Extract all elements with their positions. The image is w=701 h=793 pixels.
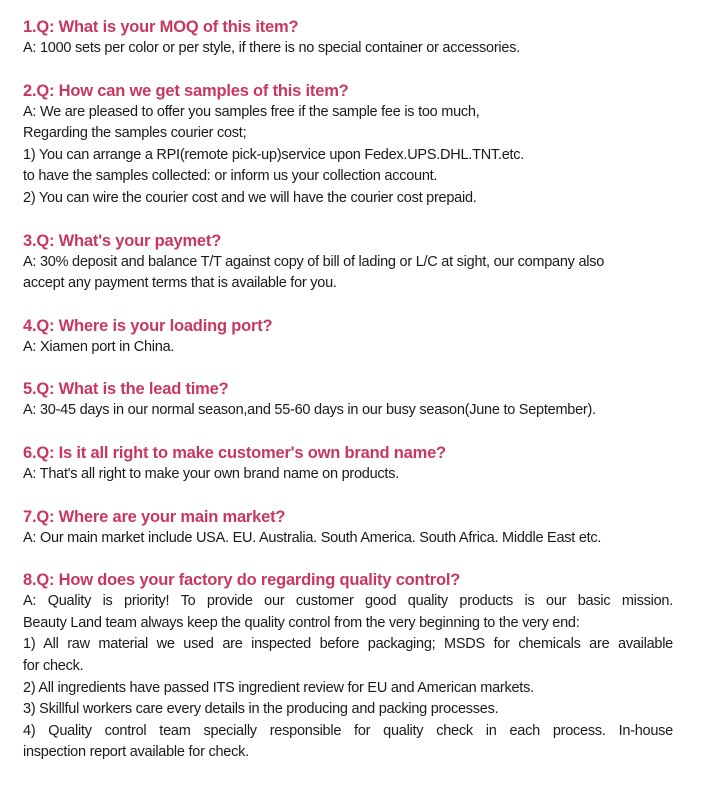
faq-answer-line: A: 30-45 days in our normal season,and 55-60 days in our busy season(June to September). — [23, 402, 596, 419]
faq-question: 7.Q: Where are your main market? — [23, 507, 286, 526]
faq-item-7 — [23, 506, 673, 550]
faq-answer-line: 2) You can wire the courier cost and we will have the courier cost prepaid. — [23, 189, 477, 206]
faq-answer-line: 1) All raw material we used are inspected before packaging; MSDS for chemicals are available — [23, 636, 673, 653]
faq-item-4 — [23, 315, 673, 359]
faq-item-8 — [23, 569, 673, 764]
faq-answer-line: 3) Skillful workers care every details in the producing and packing processes. — [23, 701, 499, 718]
faq-item-5 — [23, 378, 673, 422]
faq-answer-line: A: That's all right to make your own brand name on products. — [23, 465, 399, 482]
faq-item-2 — [23, 80, 673, 210]
faq-answer-line: A: Quality is priority! To provide our customer good quality products is our basic mission. — [23, 593, 673, 610]
faq-answer-line: for check. — [23, 657, 84, 674]
faq-answer-line: 4) Quality control team specially responsible for quality check in each process. In-house — [23, 722, 673, 739]
faq-answer-line: Regarding the samples courier cost; — [23, 125, 247, 142]
faq-item-3 — [23, 230, 673, 295]
faq-answer-line: A: We are pleased to offer you samples free if the sample fee is too much, — [23, 103, 480, 120]
faq-answer-line: A: 30% deposit and balance T/T against copy of bill of lading or L/C at sight, our company also — [23, 253, 605, 270]
faq-question: 3.Q: What's your paymet? — [23, 231, 222, 250]
faq-answer-line: inspection report available for check. — [23, 744, 249, 761]
faq-question: 4.Q: Where is your loading port? — [23, 316, 273, 335]
faq-question: 6.Q: Is it all right to make customer's own brand name? — [23, 443, 446, 462]
faq-item-1 — [23, 16, 673, 60]
faq-answer-line: 1) You can arrange a RPI(remote pick-up)service upon Fedex.UPS.DHL.TNT.etc. — [23, 146, 525, 163]
faq-question: 8.Q: How does your factory do regarding quality control? — [23, 571, 461, 590]
faq-answer-line: accept any payment terms that is available for you. — [23, 275, 337, 292]
faq-answer-line: A: 1000 sets per color or per style, if there is no special container or accessories. — [23, 40, 520, 56]
faq-answer-line: to have the samples collected: or inform us your collection account. — [23, 168, 438, 185]
faq-question: 2.Q: How can we get samples of this item? — [23, 81, 349, 100]
faq-answer-line: Beauty Land team always keep the quality control from the very beginning to the very end: — [23, 614, 580, 631]
faq-answer-line: A: Xiamen port in China. — [23, 338, 175, 355]
faq-item-6 — [23, 442, 673, 486]
faq-question: 5.Q: What is the lead time? — [23, 380, 229, 399]
faq-answer-line: 2) All ingredients have passed ITS ingredient review for EU and American markets. — [23, 679, 534, 696]
faq-list — [23, 16, 673, 784]
faq-question: 1.Q: What is your MOQ of this item? — [23, 18, 299, 36]
faq-answer-line: A: Our main market include USA. EU. Australia. South America. South Africa. Middle East etc. — [23, 529, 602, 546]
